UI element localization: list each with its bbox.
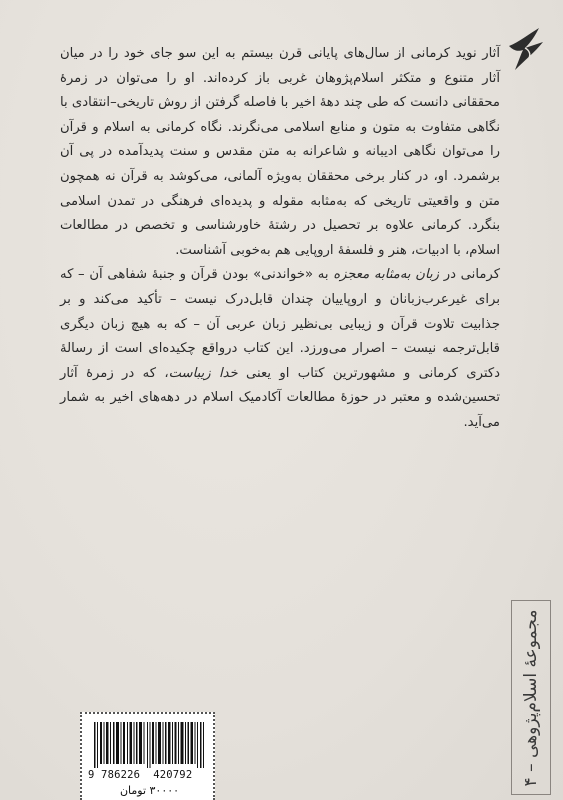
blurb-text-segment: ، که در زمرهٔ آثار تحسین‌شده و معتبر در حوزهٔ مطالعات آکادمیک اسلام در دهه‌های اخیر به شمار می‌آید. <box>60 365 500 430</box>
book-title-language-as-miracle: زبان به‌مثابه معجزه <box>333 267 440 283</box>
book-title-god-is-beautiful: خدا زیباست <box>168 365 238 381</box>
price-label: ۳۰۰۰۰ تومان <box>119 784 180 797</box>
isbn-digits: 9 786226 420792 <box>88 769 193 781</box>
blurb-paragraph-2 <box>60 263 500 435</box>
blurb <box>60 42 500 436</box>
blurb-text-segment: کرمانی در <box>439 267 500 283</box>
series-label: مجموعهٔ اسلام‌پژوهی – ۴ <box>521 609 541 786</box>
publisher-logo-icon <box>505 26 545 72</box>
barcode-icon <box>92 722 206 768</box>
series-label-box <box>511 600 551 795</box>
blurb-text-segment: به «خواندنی» بودن قرآن و جنبهٔ شفاهی آن – که برای غیرعرب‌زبانان و اروپاییان چندان قابل‌درک نیست – تأکید می‌کند و بر جذابیت تلاوت قرآن و زیبایی بی‌نظیر زبان عربی آن – که به هیچ زبان دیگری قابل‌ترجمه نیست – اصرار می‌ورزد. این کتاب درواقع چکیده‌ای است از رسالهٔ دکتری کرمانی و مشهورترین کتاب او یعنی <box>60 267 500 381</box>
blurb-paragraph-1: آثار نوید کرمانی از سال‌های پایانی قرن بیستم به این سو جای خود را در میان آثار متنوع و متکثر اسلام‌پژوهان غربی باز کرده‌اند. او را می‌توان در زمرهٔ محققانی دانست که طی چند دههٔ اخیر با فاصله گرفتن از روش تاریخی–انتقادی با نگاهی متفاوت به متون و منابع اسلامی می‌نگرند. نگاه کرمانی به اسلام و قرآن را می‌توان نگاهی ادیبانه و شاعرانه به متن مقدس و سنت پدیدآمده در پی آن برشمرد. او، در کنار برخی محققان به‌ویژه آلمانی، می‌کوشد به قرآن نه همچون متن و واقعیتی تاریخی که به‌مثابه مقوله و پدیده‌ای فرهنگی در تمدن اسلامی بنگرد. کرمانی علاوه بر تحصیل در رشتهٔ خاورشناسی و تخصص در مطالعات اسلام، با ادبیات، هنر و فلسفهٔ اروپایی هم به‌خوبی آشناست. <box>60 46 500 258</box>
barcode-sticker <box>80 712 215 800</box>
